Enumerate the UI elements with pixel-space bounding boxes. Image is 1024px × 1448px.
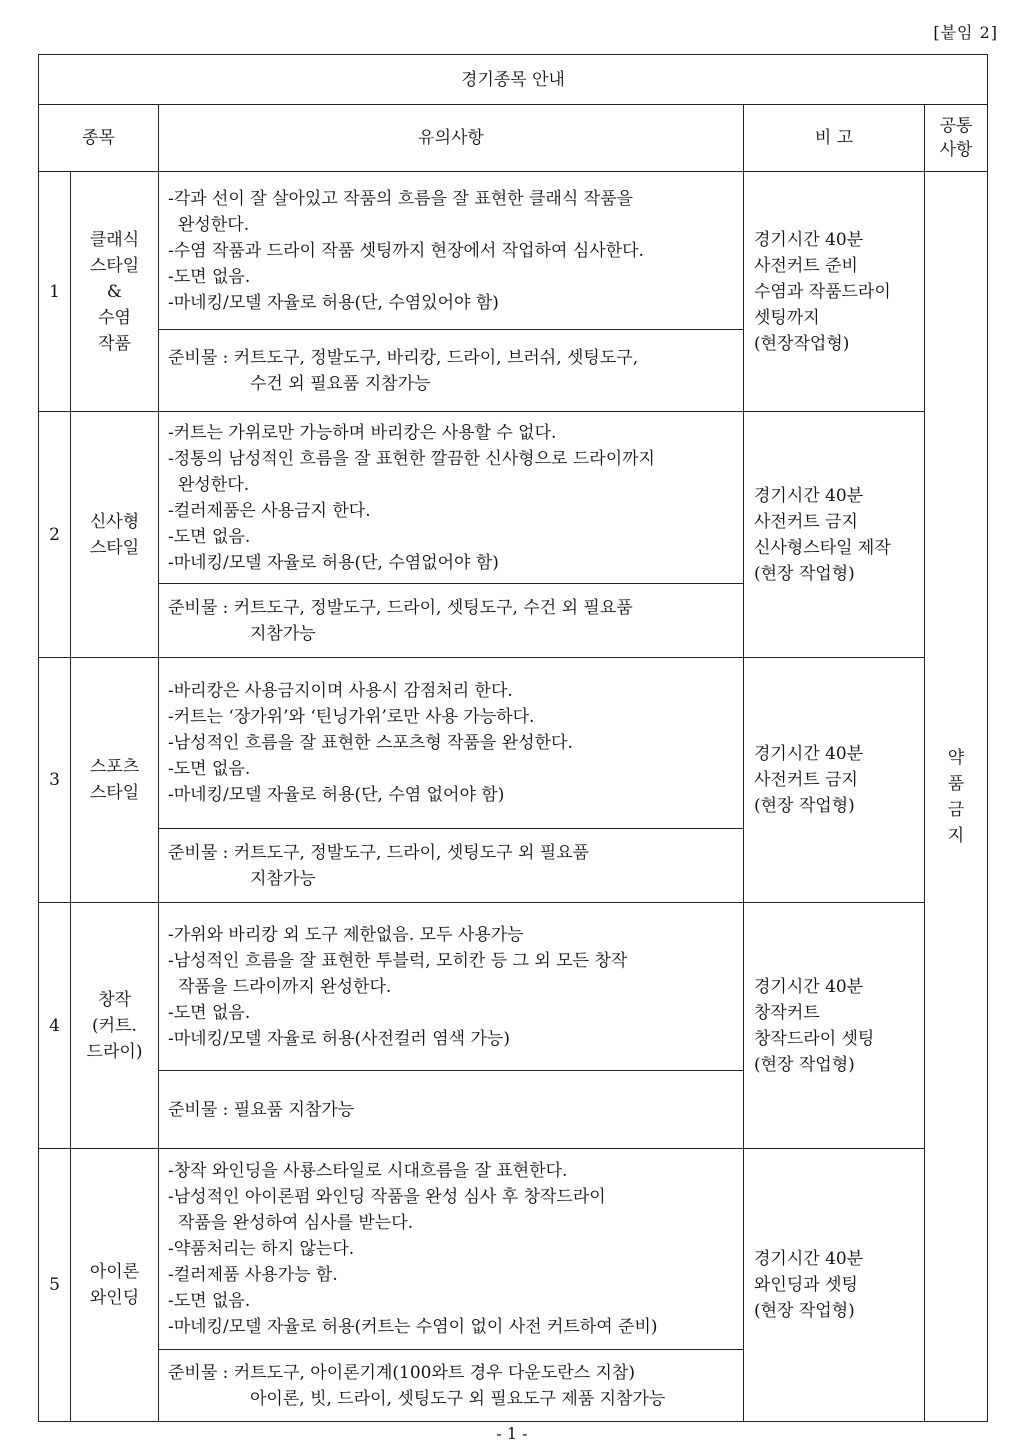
header-common-line1: 공통 [939, 116, 973, 136]
remark-line: (현장 작업형) [754, 796, 855, 816]
row-number: 4 [39, 903, 71, 1149]
event-name-line: 드라이) [86, 1041, 143, 1062]
notes-cell [159, 903, 744, 1071]
notes-cell [159, 658, 744, 829]
preparation-cell [159, 1071, 744, 1149]
event-name [71, 658, 159, 903]
remarks-cell [744, 172, 925, 412]
prep-line: 지참가능 [250, 868, 316, 889]
row-number: 1 [39, 172, 71, 412]
remarks-cell [744, 903, 925, 1149]
remark-line: 창작드라이 셋팅 [754, 1028, 875, 1049]
event-name-line: 작품 [98, 333, 131, 354]
note-line: -남성적인 흐름을 잘 표현한 투블럭, 모히칸 등 그 외 모든 창작 [168, 950, 628, 971]
event-name-line: 스타일 [89, 537, 140, 558]
note-line: -도면 없음. [168, 759, 251, 779]
event-name-line: 수염 [98, 307, 131, 328]
note-line: -도면 없음. [168, 1002, 251, 1023]
remark-line: 경기시간 40분 [754, 485, 864, 506]
remark-line: 경기시간 40분 [754, 744, 864, 764]
preparation-cell [159, 584, 744, 658]
header-common-line2: 사항 [939, 140, 973, 160]
prep-line: 지참가능 [250, 623, 316, 644]
note-line: -약품처리는 하지 않는다. [168, 1239, 355, 1259]
event-name-line: 와인딩 [89, 1288, 140, 1308]
event-name-line: (커트. [92, 1015, 137, 1036]
row-number: 5 [39, 1149, 71, 1422]
remark-line: 창작커트 [754, 1002, 820, 1023]
note-line: 완성한다. [178, 214, 250, 235]
note-line: -각과 선이 잘 살아있고 작품의 흐름을 잘 표현한 클래식 작품을 [168, 188, 633, 209]
remarks-cell [744, 658, 925, 903]
note-line: -도면 없음. [168, 526, 251, 547]
remark-line: 수염과 작품드라이 [754, 281, 891, 302]
remark-line: (현장 작업형) [754, 1301, 855, 1321]
header-common [925, 105, 988, 172]
remark-line: 사전커트 금지 [754, 511, 858, 532]
header-remarks: 비 고 [744, 105, 925, 172]
note-line: -바리캉은 사용금지이며 사용시 감점처리 한다. [168, 681, 513, 701]
remarks-cell [744, 412, 925, 658]
event-name-line: 스포츠 [89, 757, 140, 777]
note-line: -남성적인 흐름을 잘 표현한 스포츠형 작품을 완성한다. [168, 733, 573, 753]
table-title: 경기종목 안내 [39, 55, 988, 105]
remark-line: (현장작업형) [754, 333, 850, 354]
notes-cell [159, 1149, 744, 1350]
event-name-line: 클래식 [89, 229, 140, 250]
common-note-char: 품 [947, 773, 965, 794]
prep-line: 준비물 : 커트도구, 정발도구, 바리캉, 드라이, 브러쉬, 셋팅도구, [168, 347, 639, 368]
prep-line: 준비물 : 커트도구, 정발도구, 드라이, 셋팅도구, 수건 외 필요품 [168, 597, 633, 618]
remark-line: 경기시간 40분 [754, 229, 864, 250]
prep-line: 준비물 : 필요품 지참가능 [168, 1099, 355, 1120]
note-line: -커트는 가위로만 가능하며 바리캉은 사용할 수 없다. [168, 422, 557, 443]
prep-line: 준비물 : 커트도구, 아이론기계(100와트 경우 다운도란스 지참) [168, 1362, 635, 1383]
prep-line: 수건 외 필요품 지참가능 [250, 373, 431, 394]
note-line: 작품을 드라이까지 완성한다. [178, 976, 392, 997]
note-line: -마네킹/모델 자율로 허용(커트는 수염이 없이 사전 커트하여 준비) [168, 1317, 658, 1337]
common-note-char: 금 [947, 799, 965, 820]
note-line: -컬러제품은 사용금지 한다. [168, 500, 371, 521]
remark-line: (현장 작업형) [754, 563, 855, 584]
event-guide-table [38, 54, 988, 1422]
note-line: 작품을 완성하여 심사를 받는다. [178, 1213, 414, 1233]
remark-line: 경기시간 40분 [754, 1249, 864, 1269]
remark-line: 와인딩과 셋팅 [754, 1275, 858, 1295]
common-note-char: 지 [947, 825, 965, 846]
remarks-cell [744, 1149, 925, 1422]
note-line: -가위와 바리캉 외 도구 제한없음. 모두 사용가능 [168, 924, 524, 945]
note-line: -도면 없음. [168, 266, 251, 287]
note-line: -남성적인 아이론펌 와인딩 작품을 완성 심사 후 창작드라이 [168, 1187, 606, 1207]
remark-line: 사전커트 준비 [754, 255, 858, 276]
note-line: -컬러제품 사용가능 함. [168, 1265, 338, 1285]
notes-cell [159, 172, 744, 330]
note-line: -정통의 남성적인 흐름을 잘 표현한 깔끔한 신사형으로 드라이까지 [168, 448, 655, 469]
common-note-char: 약 [947, 747, 965, 768]
header-event: 종목 [39, 105, 159, 172]
attachment-label: [붙임 2] [933, 23, 998, 42]
note-line: -마네킹/모델 자율로 허용(단, 수염 없어야 함) [168, 785, 505, 805]
prep-line: 아이론, 빗, 드라이, 셋팅도구 외 필요도구 제품 지참가능 [250, 1388, 666, 1409]
remark-line: 셋팅까지 [754, 307, 820, 328]
event-name [71, 903, 159, 1149]
note-line: -도면 없음. [168, 1291, 251, 1311]
event-name-line: 스타일 [89, 783, 140, 803]
event-name [71, 172, 159, 412]
event-name-line: & [106, 281, 123, 302]
preparation-cell [159, 1350, 744, 1422]
event-name-line: 아이론 [89, 1262, 140, 1282]
prep-line: 준비물 : 커트도구, 정발도구, 드라이, 셋팅도구 외 필요품 [168, 842, 590, 863]
note-line: -커트는 ‘장가위’와 ‘틴닝가위’로만 사용 가능하다. [168, 707, 535, 727]
preparation-cell [159, 829, 744, 903]
remark-line: 사전커트 금지 [754, 770, 858, 790]
event-name [71, 1149, 159, 1422]
note-line: -수염 작품과 드라이 작품 셋팅까지 현장에서 작업하여 심사한다. [168, 240, 644, 261]
note-line: -마네킹/모델 자율로 허용(단, 수염없어야 함) [168, 552, 499, 573]
event-name-line: 스타일 [89, 255, 140, 276]
remark-line: (현장 작업형) [754, 1054, 855, 1075]
common-note-cell [925, 172, 988, 1422]
row-number: 2 [39, 412, 71, 658]
note-line: -마네킹/모델 자율로 허용(사전컬러 염색 가능) [168, 1028, 510, 1049]
note-line: -마네킹/모델 자율로 허용(단, 수염있어야 함) [168, 292, 499, 313]
note-line: -창작 와인딩을 사룡스타일로 시대흐름을 잘 표현한다. [168, 1161, 568, 1181]
note-line: 완성한다. [178, 474, 250, 495]
row-number: 3 [39, 658, 71, 903]
preparation-cell [159, 330, 744, 412]
event-name-line: 창작 [98, 989, 131, 1010]
event-name [71, 412, 159, 658]
remark-line: 신사형스타일 제작 [754, 537, 891, 558]
remark-line: 경기시간 40분 [754, 976, 864, 997]
header-notes: 유의사항 [159, 105, 744, 172]
event-name-line: 신사형 [89, 511, 140, 532]
page-number: - 1 - [496, 1424, 528, 1443]
notes-cell [159, 412, 744, 584]
